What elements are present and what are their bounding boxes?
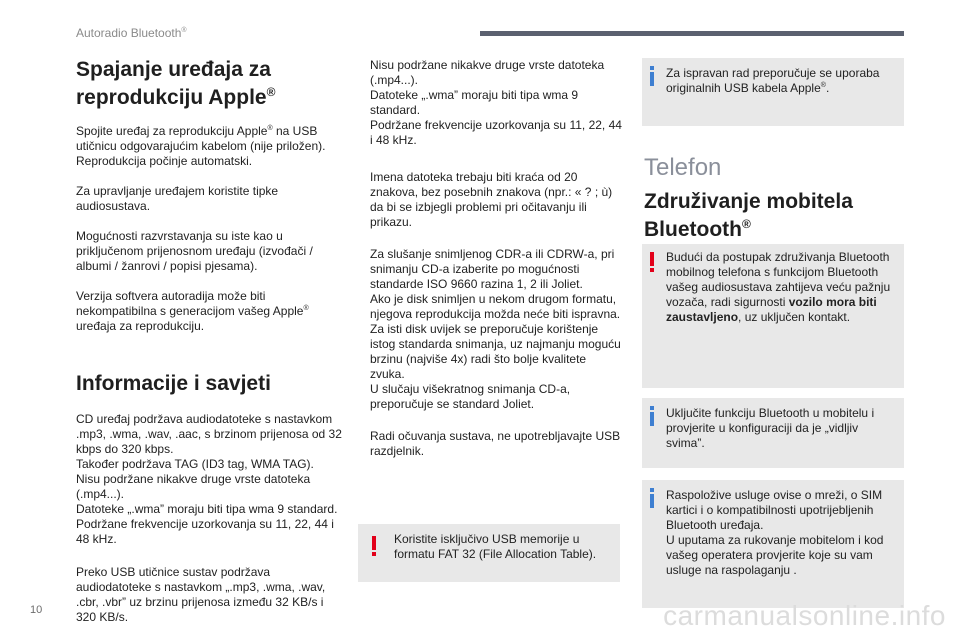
- paragraph: Nisu podržane nikakve druge vrste datoteka (.mp4...). Datoteke „.wma” moraju biti tipa wma 9 standard. Podržane frekvencije uzorkovanja su 11, 22, 44 i 48 kHz.: [370, 58, 622, 147]
- page-number: 10: [30, 604, 43, 616]
- header-rule: [480, 31, 904, 36]
- section-title-telefon: Telefon: [644, 154, 722, 181]
- info-note-apple-cable: [642, 58, 904, 126]
- exclamation-icon: [372, 536, 376, 556]
- heading-apple-connection: Spajanje uređaja za reprodukciju Apple®: [76, 58, 276, 109]
- info-icon: [650, 488, 654, 508]
- heading-bluetooth-pairing: Združivanje mobitela Bluetooth®: [644, 190, 853, 241]
- info-note-bluetooth-visible: [642, 398, 904, 468]
- column-2: [370, 58, 622, 459]
- paragraph: Spojite uređaj za reprodukciju Apple® na USB utičnicu odgovarajućim kabelom (nije priložen). Reprodukcija počinje automatski.: [76, 124, 326, 168]
- info-icon: [650, 406, 654, 426]
- heading-info-tips: Informacije i savjeti: [76, 372, 271, 395]
- paragraph: CD uređaj podržava audiodatoteke s nastavkom .mp3, .wma, .wav, .aac, s brzinom prijenosa od 32 kbps do 320 kbps. Također podržava TAG (ID3 tag, WMA TAG). Nisu podržane nikakve druge vrste datoteka (.mp4...). Datoteke „.wma” moraju biti tipa wma 9 standard. Podržane frekvencije uzorkovanja su 11, 22, 44 i 48 kHz.: [76, 412, 342, 546]
- running-header: Autoradio Bluetooth®: [76, 26, 187, 40]
- paragraph: Za slušanje snimljenog CDR-a ili CDRW-a, pri snimanju CD-a izaberite po mogućnosti standarde ISO 9660 razina 1, 2 ili Joliet. Ako je disk snimljen u nekom drugom formatu, njegova reprodukcija možda neće biti ispravna. Za isti disk uvijek se preporučuje korištenje istog standarda snimanja, uz najmanju moguću brzinu (najviše 4x) radi što bolje kvalitete zvuka. U slučaju višekratnog snimanja CD-a, preporučuje se standard Joliet.: [370, 247, 621, 411]
- warning-note-pairing: [642, 244, 904, 388]
- paragraph: Za upravljanje uređajem koristite tipke audiosustava.: [76, 184, 279, 213]
- warning-note-fat32: [358, 524, 620, 582]
- watermark: carmanualsonline.info: [663, 600, 946, 631]
- paragraph: Radi očuvanja sustava, ne upotrebljavajte USB razdjelnik.: [370, 429, 621, 458]
- note-text: Budući da postupak združivanja Bluetooth mobilnog telefona s funkcijom Bluetooth vašeg audiosustava zahtijeva veću pažnju vozača, radi sigurnosti vozilo mora biti zaustavljeno, uz uključen kontakt.: [666, 250, 891, 324]
- note-text: Uključite funkciju Bluetooth u mobitelu i provjerite u konfiguraciji da je „vidljiv svima”.: [666, 406, 875, 450]
- note-text: Raspoložive usluge ovise o mreži, o SIM kartici i o kompatibilnosti upotrijebljenih Bluetooth uređaja. U uputama za rukovanje mobitelom i kod vašeg operatera provjerite koje su vam usluge na raspolaganju .: [666, 488, 884, 577]
- paragraph: Mogućnosti razvrstavanja su iste kao u priključenom prijenosnom uređaju (izvođači / albumi / žanrovi / popisi pjesama).: [76, 229, 313, 273]
- info-note-services: [642, 480, 904, 608]
- note-text: Za ispravan rad preporučuje se uporaba originalnih USB kabela Apple®.: [666, 66, 880, 95]
- info-icon: [650, 66, 654, 86]
- paragraph: Preko USB utičnice sustav podržava audiodatoteke s nastavkom „.mp3, .wma, .wav, .cbr, .vbr” uz brzinu prijenosa između 32 KB/s i 320 KB/s.: [76, 565, 326, 624]
- paragraph: Imena datoteka trebaju biti kraća od 20 znakova, bez posebnih znakova (npr.: « ? ; ù) da bi se izbjegli problemi pri očitavanju ili prikazu.: [370, 170, 613, 229]
- exclamation-icon: [650, 252, 654, 272]
- column-1: [76, 58, 346, 625]
- note-text: Koristite isključivo USB memorije u formatu FAT 32 (File Allocation Table).: [394, 532, 597, 561]
- paragraph: Verzija softvera autoradija može biti nekompatibilna s generacijom vašeg Apple® uređaja za reprodukciju.: [76, 289, 309, 333]
